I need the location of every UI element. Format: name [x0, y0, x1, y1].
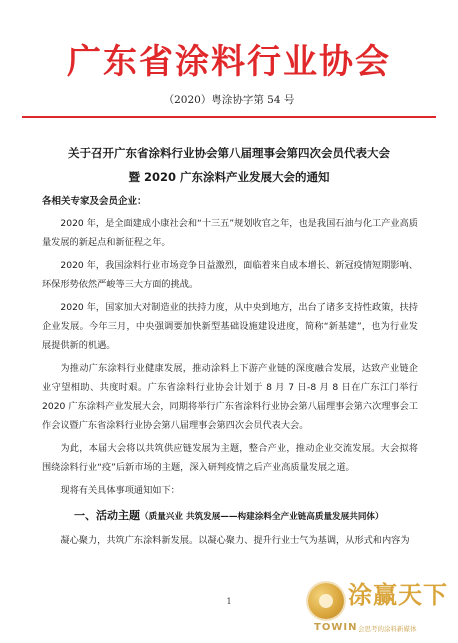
notice-title	[0, 141, 458, 189]
gold-circle-badge-icon	[308, 583, 344, 619]
notice-body	[42, 192, 418, 631]
body-paragraph-6: 现将有关具体事项通知如下：	[60, 485, 180, 496]
watermark-tagline: 会思考的涂料新媒体	[358, 625, 417, 633]
body-paragraph-4: 为推动广东涂料行业健康发展，推动涂料上下游产业链的深度融合发展，达致产业链企业守望相助、共度时艰。广东省涂料行业协会计划于 8 月 7 日-8 月 8 日在广东江门举行 2020 广东涂料产业发展大会，同期将举行广东省涂料行业协会第八届理事会第六次理事会工作会议暨广东省涂料行业协会第八届理事会第四次会员代表大会。	[42, 363, 418, 431]
body-paragraph-3: 2020 年，国家加大对制造业的扶持力度，从中央到地方，出台了诸多支持性政策，扶持企业发展。今年三月，中央强调要加快新型基础设施建设进度，简称“新基建”，也为行业发展提供新的机遇。	[42, 302, 418, 351]
section-heading-1	[42, 504, 418, 527]
body-paragraph-2: 2020 年，我国涂料行业市场竞争日益激烈，面临着来自成本增长、新冠疫情短期影响、环保形势依然严峻等三大方面的挑战。	[42, 260, 418, 290]
watermark-logo	[306, 580, 456, 640]
section-heading-subtitle: （质量兴业 共筑发展——构建涂料全产业链高质量发展共同体）	[140, 512, 384, 522]
section-1-paragraph: 凝心聚力，共筑广东涂料新发展。以凝心聚力、提升行业士气为基调，从形式和内容为	[60, 535, 410, 546]
notice-title-line-2: 暨 2020 广东涂料产业发展大会的通知	[128, 170, 330, 184]
page-number: 1	[226, 597, 232, 606]
letterhead-divider	[22, 116, 436, 118]
notice-title-line-1: 关于召开广东省涂料行业协会第八届理事会第四次会员代表大会	[68, 146, 390, 160]
watermark-brand-cn: 涂赢天下	[348, 580, 448, 609]
salutation: 各相关专家及会员企业：	[42, 196, 147, 207]
body-paragraph-1: 2020 年，是全面建成小康社会和“十三五”规划收官之年，也是我国石油与化工产业高质量发展的新起点和新征程之年。	[42, 218, 418, 248]
watermark-brand-en: TOWIN	[314, 622, 358, 633]
document-number: （2020）粤涂协字第 54 号	[163, 94, 295, 106]
body-paragraph-5: 为此，本届大会将以共筑供应链发展为主题，整合产业，推动企业交流发展。大会拟将围绕涂料行业“疫”后新市场的主题，深入研判疫情之后产业高质量发展之道。	[42, 443, 418, 473]
section-heading-label: 一、活动主题	[74, 509, 140, 522]
letterhead-org-name: 广东省涂料行业协会	[67, 42, 391, 82]
